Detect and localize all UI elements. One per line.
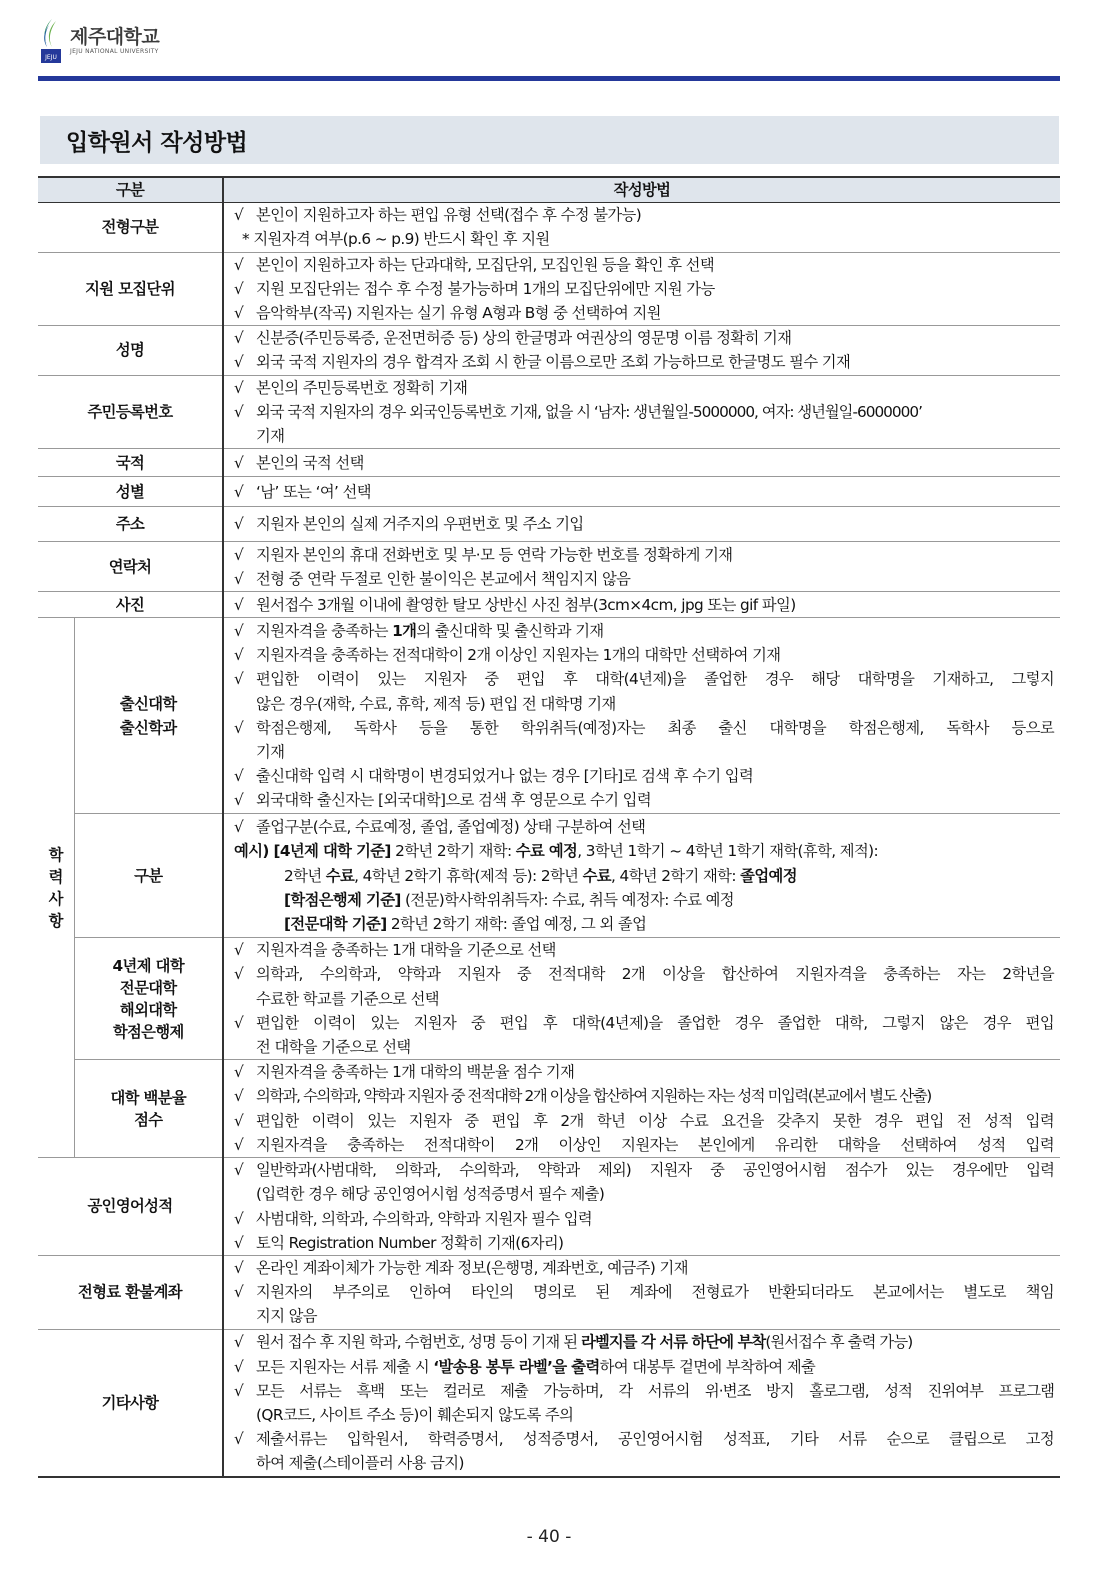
example-line [234, 888, 1054, 912]
row-text-continued: 지지 않음 [256, 1307, 317, 1326]
table-row [38, 326, 1060, 375]
row-text: 출신대학 입력 시 대학명이 변경되었거나 없는 경우 [기타]로 검색 후 수기 입력 [256, 767, 754, 786]
table-row [38, 375, 1060, 449]
row-label: 지원 모집단위 [38, 252, 223, 326]
row-note: * 지원자격 여부(p.6 ~ p.9) 반드시 확인 후 지원 [242, 230, 550, 249]
check-mark: √ [234, 1357, 244, 1376]
row-text [256, 619, 1054, 643]
text-part-bold: ‘발송용 봉투 라벨’을 출력 [433, 1357, 600, 1376]
row-text: 지원자 본인의 휴대 전화번호 및 부·모 등 연락 가능한 번호를 정확하게 기재 [256, 545, 733, 564]
table-row [38, 938, 1060, 1060]
text-part: 모든 지원자는 서류 제출 시 [256, 1357, 434, 1376]
row-label: 주민등록번호 [38, 375, 223, 449]
text-part: 하여 대봉투 겉면에 부착하여 제출 [599, 1357, 816, 1376]
check-mark: √ [234, 621, 244, 640]
check-mark: √ [234, 767, 244, 786]
check-mark: √ [234, 595, 244, 614]
row-text: 외국대학 출신자는 [외국대학]으로 검색 후 영문으로 수기 입력 [256, 791, 652, 810]
row-text: 지원자격을 충족하는 1개 대학을 기준으로 선택 [256, 941, 556, 960]
check-mark: √ [234, 670, 244, 689]
row-text: 외국 국적 지원자의 경우 합격자 조회 시 한글 이름으로만 조회 가능하므로 한글명도 필수 기재 [256, 353, 851, 372]
row-text: 학점은행제, 독학사 등을 통한 학위취득(예정)자는 최종 출신 대학명을 학점은행제, 독학사 등으로 [256, 718, 1055, 737]
row-label: 사진 [38, 592, 223, 618]
check-mark: √ [234, 1259, 244, 1278]
check-mark: √ [234, 1063, 244, 1082]
row-label: 전형구분 [38, 203, 223, 252]
table-row [38, 449, 1060, 477]
check-mark: √ [234, 279, 244, 298]
row-label-line: 점수 [134, 1110, 163, 1129]
text-part-bold: [학점은행제 기준] [284, 890, 401, 909]
row-text-continued: 하여 제출(스테이플러 사용 금지) [256, 1454, 464, 1473]
check-mark: √ [234, 329, 244, 348]
row-text: 사범대학, 의학과, 수의학과, 약학과 지원자 필수 입력 [256, 1209, 593, 1228]
text-part: , 4학년 2학기 휴학(제적 등): 2학년 [354, 866, 583, 885]
text-part: 2학년 [284, 866, 326, 885]
check-mark: √ [234, 304, 244, 323]
check-mark: √ [234, 718, 244, 737]
text-part-bold: 예시) [4년제 대학 기준] [234, 842, 391, 861]
text-part: , 3학년 1학기 ~ 4학년 1학기 재학(휴학, 제적): [577, 842, 879, 861]
check-mark: √ [234, 206, 244, 225]
page-title: 입학원서 작성방법 [66, 129, 248, 156]
row-text: 의학과, 수의학과, 약학과 지원자 중 전적대학 2개 이상을 합산하여 지원자격을 충족하는 자는 2학년을 [256, 965, 1055, 984]
table-row [38, 1158, 1060, 1256]
text-part-bold: 수료 [325, 866, 355, 885]
row-text: 전형 중 연락 두절로 인한 불이익은 본교에서 책임지지 않음 [256, 569, 631, 588]
text-part: , 4학년 2학기 재학: [610, 866, 741, 885]
row-label [74, 618, 223, 814]
table-row [38, 252, 1060, 326]
logo-korean-name: 제주대학교 [70, 26, 160, 48]
text-part: 2학년 2학기 재학: 졸업 예정, 그 외 졸업 [386, 915, 647, 934]
check-mark: √ [234, 482, 244, 501]
text-part: (전문)학사학위취득자: 수료, 취득 예정자: 수료 예정 [400, 890, 734, 909]
example-line [234, 912, 1054, 936]
row-text: 원서접수 3개월 이내에 촬영한 탈모 상반신 사진 첨부(3cm×4cm, jpg 또는 gif 파일) [256, 595, 796, 614]
example-line [234, 864, 1054, 888]
row-label: 기타사항 [38, 1329, 223, 1477]
row-text-continued: 전 대학을 기준으로 선택 [256, 1038, 411, 1057]
row-text-continued: (QR코드, 사이트 주소 등)이 훼손되지 않도록 주의 [256, 1405, 574, 1424]
check-mark: √ [234, 1111, 244, 1130]
row-text: 지원자격을 충족하는 1개 대학의 백분율 점수 기재 [256, 1063, 575, 1082]
check-mark: √ [234, 1283, 244, 1302]
row-text-continued: 않은 경우(재학, 수료, 휴학, 제적 등) 편입 전 대학명 기재 [256, 694, 616, 713]
table-row [38, 542, 1060, 592]
table-row [38, 477, 1060, 507]
row-label-line: 출신대학 [119, 694, 177, 713]
check-mark: √ [234, 569, 244, 588]
check-mark: √ [234, 646, 244, 665]
check-mark: √ [234, 255, 244, 274]
logo-english-name: JEJU NATIONAL UNIVERSITY [70, 48, 159, 55]
table-row [38, 1060, 1060, 1158]
section-title-bar [40, 116, 1059, 164]
check-mark: √ [234, 453, 244, 472]
row-text: 온라인 계좌이체가 가능한 계좌 정보(은행명, 계좌번호, 예금주) 기재 [256, 1259, 688, 1278]
table-row [38, 618, 1060, 814]
text-part-bold: 수료 예정 [515, 842, 578, 861]
row-label [74, 1060, 223, 1158]
check-mark: √ [234, 965, 244, 984]
header-category: 구분 [38, 177, 223, 203]
text-part: 원서 접수 후 지원 학과, 수험번호, 성명 등이 기재 된 [256, 1333, 582, 1352]
check-mark: √ [234, 1087, 244, 1106]
check-mark: √ [234, 1233, 244, 1252]
row-label: 국적 [38, 449, 223, 477]
check-mark: √ [234, 1381, 244, 1400]
check-mark: √ [234, 402, 244, 421]
row-label [74, 938, 223, 1060]
check-mark: √ [234, 515, 244, 534]
education-side-text: 학력사항 [48, 845, 63, 930]
row-text: 신분증(주민등록증, 운전면허증 등) 상의 한글명과 여권상의 영문명 이름 정확히 기재 [256, 329, 792, 348]
check-mark: √ [234, 791, 244, 810]
row-label: 연락처 [38, 542, 223, 592]
check-mark: √ [234, 818, 244, 837]
row-label-line: 출신학과 [119, 718, 177, 737]
table-header-row [38, 177, 1060, 203]
row-text-continued: 수료한 학교를 기준으로 선택 [256, 989, 439, 1008]
check-mark: √ [234, 378, 244, 397]
page-number: - 40 - [526, 1527, 572, 1547]
row-text: 지원 모집단위는 접수 후 수정 불가능하며 1개의 모집단위에만 지원 가능 [256, 279, 715, 298]
row-text-continued: 기재 [256, 427, 285, 446]
application-guide-table [38, 176, 1060, 1478]
row-label-line: 해외대학 [119, 1000, 177, 1019]
check-mark: √ [234, 1209, 244, 1228]
table-row [38, 203, 1060, 252]
row-text: 지원자격을 충족하는 전적대학이 2개 이상인 지원자는 본인에게 유리한 대학을 선택하여 성적 입력 [256, 1135, 1055, 1154]
row-text: 편입한 이력이 있는 지원자 중 편입 후 대학(4년제)을 졸업한 경우 해당 대학명을 기재하고, 그렇지 [256, 670, 1055, 689]
row-text: 외국 국적 지원자의 경우 외국인등록번호 기재, 없을 시 ‘남자: 생년월일-5000000, 여자: 생년월일-6000000’ [256, 402, 922, 421]
check-mark: √ [234, 1013, 244, 1032]
row-label-line: 대학 백분율 [110, 1088, 187, 1107]
row-label: 주소 [38, 507, 223, 542]
text-part-bold: [전문대학 기준] [284, 915, 387, 934]
row-text: 본인의 국적 선택 [256, 453, 364, 472]
row-text: 본인의 주민등록번호 정확히 기재 [256, 378, 468, 397]
check-mark: √ [234, 1430, 244, 1449]
text-part: 지원자격을 충족하는 [256, 621, 393, 640]
row-text [256, 1330, 1054, 1354]
table-row [38, 814, 1060, 938]
row-text: 음악학부(작곡) 지원자는 실기 유형 A형과 B형 중 선택하여 지원 [256, 304, 661, 323]
row-text: 지원자격을 충족하는 전적대학이 2개 이상인 지원자는 1개의 대학만 선택하여 기재 [256, 646, 781, 665]
row-text: 편입한 이력이 있는 지원자 중 편입 후 2개 학년 이상 수료 요건을 갖추지 못한 경우 편입 전 성적 입력 [256, 1111, 1055, 1130]
text-part-bold: 라벨지를 각 서류 하단에 부착 [581, 1333, 766, 1352]
table-row [38, 1256, 1060, 1330]
row-text-continued: 기재 [256, 742, 285, 761]
check-mark: √ [234, 1135, 244, 1154]
check-mark: √ [234, 1333, 244, 1352]
check-mark: √ [234, 545, 244, 564]
row-text: 토익 Registration Number 정확히 기재(6자리) [256, 1233, 564, 1252]
row-text: 제출서류는 입학원서, 학력증명서, 성적증명서, 공인영어시험 성적표, 기타 서류 순으로 클립으로 고정 [256, 1430, 1055, 1449]
row-label: 성명 [38, 326, 223, 375]
row-text [256, 1355, 1054, 1379]
row-text: 지원자 본인의 실제 거주지의 우편번호 및 주소 기입 [256, 515, 584, 534]
university-emblem-icon [38, 17, 64, 65]
text-part: (원서접수 후 출력 가능) [765, 1333, 913, 1352]
check-mark: √ [234, 941, 244, 960]
row-text: 졸업구분(수료, 수료예정, 졸업, 졸업예정) 상태 구분하여 선택 [256, 818, 646, 837]
row-label-line: 전문대학 [119, 978, 177, 997]
row-text: ‘남’ 또는 ‘여’ 선택 [256, 482, 371, 501]
text-part: 2학년 2학기 재학: [390, 842, 516, 861]
check-mark: √ [234, 1161, 244, 1180]
row-label: 성별 [38, 477, 223, 507]
row-label: 공인영어성적 [38, 1158, 223, 1256]
svg-text:JEJU: JEJU [45, 54, 57, 61]
row-text-continued: (입력한 경우 해당 공인영어시험 성적증명서 필수 제출) [256, 1185, 605, 1204]
header-method: 작성방법 [223, 177, 1060, 203]
row-label: 전형료 환불계좌 [38, 1256, 223, 1330]
education-side-label [38, 618, 74, 1158]
text-part-bold: 1개 [392, 621, 417, 640]
example-line [234, 839, 1054, 863]
row-label: 구분 [74, 814, 223, 938]
row-text: 본인이 지원하고자 하는 단과대학, 모집단위, 모집인원 등을 확인 후 선택 [256, 255, 715, 274]
university-logo [38, 16, 159, 66]
row-text: 모든 서류는 흑백 또는 컬러로 제출 가능하며, 각 서류의 위·변조 방지 홀로그램, 성적 진위여부 프로그램 [256, 1381, 1055, 1400]
table-row [38, 592, 1060, 618]
row-label-line: 4년제 대학 [112, 956, 184, 975]
row-text: 지원자의 부주의로 인하여 타인의 명의로 된 계좌에 전형료가 반환되더라도 본교에서는 별도로 책임 [256, 1283, 1055, 1302]
row-label-line: 학점은행제 [112, 1022, 184, 1041]
text-part-bold: 졸업예정 [740, 866, 797, 885]
row-text: 일반학과(사범대학, 의학과, 수의학과, 약학과 제외) 지원자 중 공인영어시험 점수가 있는 경우에만 입력 [256, 1161, 1055, 1180]
row-text: 본인이 지원하고자 하는 편입 유형 선택(접수 후 수정 불가능) [256, 206, 642, 225]
text-part: 의 출신대학 및 출신학과 기재 [416, 621, 604, 640]
text-part-bold: 수료 [582, 866, 611, 885]
check-mark: √ [234, 353, 244, 372]
table-row [38, 507, 1060, 542]
header-rule [38, 76, 1060, 81]
row-text: 편입한 이력이 있는 지원자 중 편입 후 대학(4년제)을 졸업한 경우 졸업한 대학, 그렇지 않은 경우 편입 [256, 1013, 1055, 1032]
table-row [38, 1329, 1060, 1477]
row-text: 의학과, 수의학과, 약학과 지원자 중 전적대학 2개 이상을 합산하여 지원하는 자는 성적 미입력(본교에서 별도 산출) [256, 1087, 931, 1106]
